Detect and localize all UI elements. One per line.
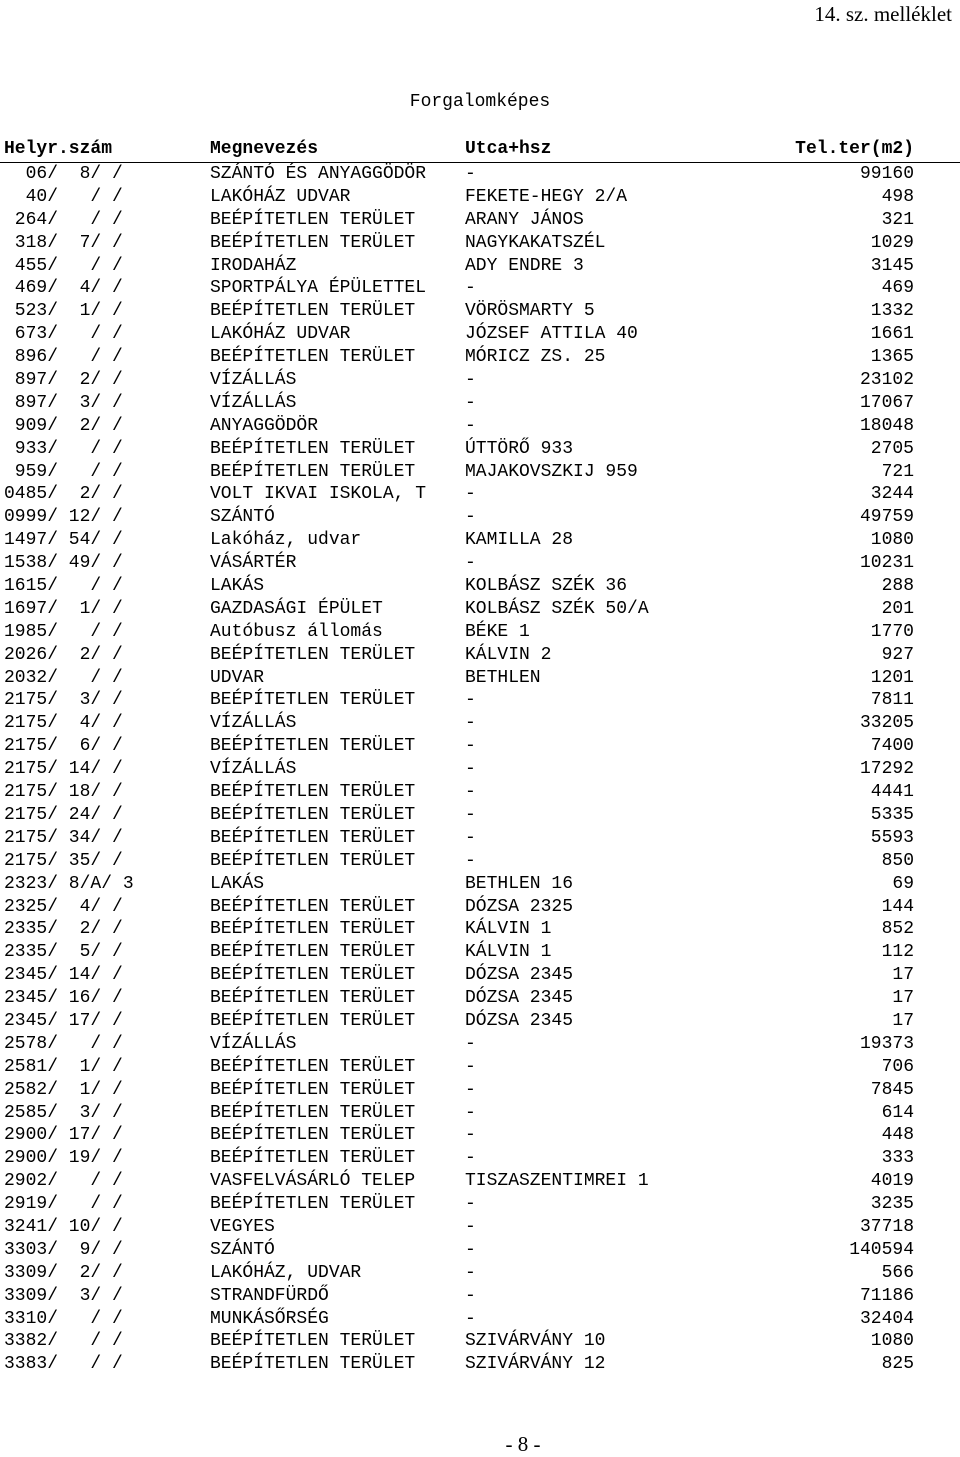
table-row <box>0 1124 960 1147</box>
cell-parcel-number: 2345/ 16/ / <box>4 988 123 1009</box>
cell-name: SZÁNTÓ <box>210 507 275 528</box>
table-row <box>0 987 960 1010</box>
cell-name: Lakóház, udvar <box>210 530 362 551</box>
cell-address: - <box>465 782 476 803</box>
cell-area: 3244 <box>870 484 914 505</box>
cell-name: BEÉPÍTETLEN TERÜLET <box>210 804 416 825</box>
cell-parcel-number: 3309/ 2/ / <box>4 1262 123 1283</box>
cell-parcel-number: 2335/ 5/ / <box>4 942 123 963</box>
cell-name: VÍZÁLLÁS <box>210 392 297 413</box>
cell-area: 1661 <box>870 324 914 345</box>
cell-name: BEÉPÍTETLEN TERÜLET <box>210 209 416 230</box>
cell-area: 140594 <box>849 1239 914 1260</box>
cell-area: 17 <box>892 1010 914 1031</box>
cell-name: LAKÁS <box>210 576 265 597</box>
cell-name: BEÉPÍTETLEN TERÜLET <box>210 1079 416 1100</box>
cell-address: - <box>465 1125 476 1146</box>
cell-address: - <box>465 1148 476 1169</box>
cell-name: BEÉPÍTETLEN TERÜLET <box>210 1056 416 1077</box>
cell-parcel-number: 2026/ 2/ / <box>4 644 123 665</box>
cell-area: 201 <box>881 598 914 619</box>
cell-name: GAZDASÁGI ÉPÜLET <box>210 598 383 619</box>
table-row <box>0 1056 960 1079</box>
cell-parcel-number: 673/ / / <box>4 324 123 345</box>
table-row <box>0 1102 960 1125</box>
cell-address: DÓZSA 2345 <box>465 988 574 1009</box>
cell-name: LAKÓHÁZ, UDVAR <box>210 1262 362 1283</box>
cell-name: BEÉPÍTETLEN TERÜLET <box>210 782 416 803</box>
cell-area: 7811 <box>870 690 914 711</box>
cell-parcel-number: 2345/ 17/ / <box>4 1010 123 1031</box>
cell-address: VÖRÖSMARTY 5 <box>465 301 595 322</box>
cell-parcel-number: 318/ 7/ / <box>4 232 123 253</box>
cell-parcel-number: 2345/ 14/ / <box>4 965 123 986</box>
cell-parcel-number: 2175/ 4/ / <box>4 713 123 734</box>
table-row <box>0 1285 960 1308</box>
cell-parcel-number: 1985/ / / <box>4 621 123 642</box>
cell-address: - <box>465 1239 476 1260</box>
table-row <box>0 781 960 804</box>
table-row <box>0 689 960 712</box>
cell-name: BEÉPÍTETLEN TERÜLET <box>210 1102 416 1123</box>
cell-address: KÁLVIN 1 <box>465 942 552 963</box>
cell-area: 1332 <box>870 301 914 322</box>
cell-name: BEÉPÍTETLEN TERÜLET <box>210 988 416 1009</box>
cell-name: BEÉPÍTETLEN TERÜLET <box>210 438 416 459</box>
cell-area: 7400 <box>870 736 914 757</box>
cell-parcel-number: 909/ 2/ / <box>4 415 123 436</box>
cell-name: VEGYES <box>210 1216 275 1237</box>
cell-address: BETHLEN 16 <box>465 873 574 894</box>
table-row <box>0 1033 960 1056</box>
cell-parcel-number: 2175/ 24/ / <box>4 804 123 825</box>
cell-address: ÚTTÖRŐ 933 <box>465 438 574 459</box>
cell-name: BEÉPÍTETLEN TERÜLET <box>210 1354 416 1375</box>
cell-area: 321 <box>881 209 914 230</box>
cell-name: LAKÓHÁZ UDVAR <box>210 324 351 345</box>
table-row <box>0 827 960 850</box>
cell-name: ANYAGGÖDÖR <box>210 415 319 436</box>
cell-address: KÁLVIN 2 <box>465 644 552 665</box>
cell-parcel-number: 3241/ 10/ / <box>4 1216 123 1237</box>
cell-name: VOLT IKVAI ISKOLA, T <box>210 484 427 505</box>
cell-area: 10231 <box>859 553 914 574</box>
cell-parcel-number: 2175/ 3/ / <box>4 690 123 711</box>
page-number: - 8 - <box>505 1432 541 1456</box>
table-row <box>0 1262 960 1285</box>
cell-parcel-number: 3310/ / / <box>4 1308 123 1329</box>
table-row <box>0 392 960 415</box>
cell-address: - <box>465 164 476 184</box>
cell-parcel-number: 897/ 3/ / <box>4 392 123 413</box>
cell-address: - <box>465 759 476 780</box>
cell-parcel-number: 1697/ 1/ / <box>4 598 123 619</box>
cell-area: 1365 <box>870 347 914 368</box>
cell-name: SZÁNTÓ ÉS ANYAGGÖDÖR <box>210 164 427 184</box>
cell-address: TISZASZENTIMREI 1 <box>465 1171 649 1192</box>
cell-area: 448 <box>881 1125 914 1146</box>
cell-address: - <box>465 278 476 299</box>
cell-parcel-number: 40/ / / <box>4 186 123 207</box>
table-row <box>0 232 960 255</box>
cell-name: BEÉPÍTETLEN TERÜLET <box>210 301 416 322</box>
cell-area: 721 <box>881 461 914 482</box>
cell-name: BEÉPÍTETLEN TERÜLET <box>210 850 416 871</box>
table-row <box>0 438 960 461</box>
cell-name: BEÉPÍTETLEN TERÜLET <box>210 690 416 711</box>
cell-area: 17 <box>892 988 914 1009</box>
cell-parcel-number: 2919/ / / <box>4 1194 123 1215</box>
cell-parcel-number: 2175/ 14/ / <box>4 759 123 780</box>
cell-address: ADY ENDRE 3 <box>465 255 584 276</box>
table-row <box>0 461 960 484</box>
table-row <box>0 506 960 529</box>
column-header-name: Megnevezés <box>210 139 319 159</box>
cell-address: - <box>465 1308 476 1329</box>
cell-address: KOLBÁSZ SZÉK 50/A <box>465 598 649 619</box>
cell-area: 1080 <box>870 530 914 551</box>
cell-name: LAKÓHÁZ UDVAR <box>210 186 351 207</box>
table-row <box>0 941 960 964</box>
cell-address: - <box>465 484 476 505</box>
cell-parcel-number: 897/ 2/ / <box>4 370 123 391</box>
cell-parcel-number: 2032/ / / <box>4 667 123 688</box>
cell-address: - <box>465 1056 476 1077</box>
cell-parcel-number: 2900/ 19/ / <box>4 1148 123 1169</box>
cell-name: IRODAHÁZ <box>210 255 297 276</box>
cell-area: 23102 <box>859 370 914 391</box>
cell-area: 5593 <box>870 827 914 848</box>
cell-parcel-number: 2581/ 1/ / <box>4 1056 123 1077</box>
annex-label: 14. sz. melléklet <box>814 2 952 26</box>
cell-address: SZIVÁRVÁNY 12 <box>465 1354 606 1375</box>
table-row <box>0 735 960 758</box>
cell-parcel-number: 1615/ / / <box>4 576 123 597</box>
cell-address: - <box>465 736 476 757</box>
cell-address: - <box>465 1033 476 1054</box>
cell-area: 1770 <box>870 621 914 642</box>
cell-parcel-number: 2175/ 35/ / <box>4 850 123 871</box>
cell-address: - <box>465 690 476 711</box>
cell-parcel-number: 2585/ 3/ / <box>4 1102 123 1123</box>
cell-address: - <box>465 850 476 871</box>
cell-area: 112 <box>881 942 914 963</box>
cell-address: MÓRICZ ZS. 25 <box>465 347 606 368</box>
cell-area: 850 <box>881 850 914 871</box>
cell-address: - <box>465 1216 476 1237</box>
document-title: Forgalomképes <box>409 92 551 112</box>
cell-address: - <box>465 507 476 528</box>
table-row <box>0 277 960 300</box>
cell-address: SZIVÁRVÁNY 10 <box>465 1331 606 1352</box>
cell-name: VÍZÁLLÁS <box>210 1033 297 1054</box>
cell-address: DÓZSA 2345 <box>465 1010 574 1031</box>
cell-parcel-number: 1538/ 49/ / <box>4 553 123 574</box>
table-row <box>0 552 960 575</box>
cell-parcel-number: 1497/ 54/ / <box>4 530 123 551</box>
table-row <box>0 369 960 392</box>
cell-name: BEÉPÍTETLEN TERÜLET <box>210 1125 416 1146</box>
cell-area: 5335 <box>870 804 914 825</box>
table-row <box>0 1010 960 1033</box>
cell-address: - <box>465 1262 476 1283</box>
cell-parcel-number: 2325/ 4/ / <box>4 896 123 917</box>
cell-address: - <box>465 415 476 436</box>
cell-name: VÍZÁLLÁS <box>210 713 297 734</box>
table-row <box>0 964 960 987</box>
table-row <box>0 712 960 735</box>
table-body <box>0 163 960 1376</box>
cell-address: - <box>465 1079 476 1100</box>
cell-area: 333 <box>881 1148 914 1169</box>
cell-parcel-number: 06/ 8/ / <box>4 164 123 184</box>
cell-parcel-number: 3383/ / / <box>4 1354 123 1375</box>
cell-address: ARANY JÁNOS <box>465 209 584 230</box>
cell-parcel-number: 2900/ 17/ / <box>4 1125 123 1146</box>
table-row <box>0 415 960 438</box>
table-row <box>0 483 960 506</box>
cell-parcel-number: 0485/ 2/ / <box>4 484 123 505</box>
cell-name: VASFELVÁSÁRLÓ TELEP <box>210 1171 416 1192</box>
cell-address: DÓZSA 2345 <box>465 965 574 986</box>
cell-name: BEÉPÍTETLEN TERÜLET <box>210 347 416 368</box>
table-row <box>0 804 960 827</box>
cell-name: BEÉPÍTETLEN TERÜLET <box>210 896 416 917</box>
column-header-parcel-number: Helyr.szám <box>4 139 113 159</box>
cell-area: 7845 <box>870 1079 914 1100</box>
cell-name: BEÉPÍTETLEN TERÜLET <box>210 461 416 482</box>
cell-parcel-number: 2175/ 18/ / <box>4 782 123 803</box>
cell-address: MAJAKOVSZKIJ 959 <box>465 461 638 482</box>
cell-name: VÁSÁRTÉR <box>210 553 297 574</box>
cell-parcel-number: 933/ / / <box>4 438 123 459</box>
cell-parcel-number: 3382/ / / <box>4 1331 123 1352</box>
table-row <box>0 1353 960 1376</box>
table-row <box>0 346 960 369</box>
cell-name: VÍZÁLLÁS <box>210 370 297 391</box>
cell-name: BEÉPÍTETLEN TERÜLET <box>210 1331 416 1352</box>
cell-address: JÓZSEF ATTILA 40 <box>465 324 638 345</box>
table-row <box>0 575 960 598</box>
table-row <box>0 1239 960 1262</box>
table-row <box>0 598 960 621</box>
cell-area: 17292 <box>859 759 914 780</box>
cell-name: BEÉPÍTETLEN TERÜLET <box>210 1148 416 1169</box>
cell-area: 4441 <box>870 782 914 803</box>
cell-area: 32404 <box>859 1308 914 1329</box>
cell-area: 706 <box>881 1056 914 1077</box>
cell-name: BEÉPÍTETLEN TERÜLET <box>210 1194 416 1215</box>
cell-address: BETHLEN <box>465 667 541 688</box>
cell-area: 4019 <box>870 1171 914 1192</box>
table-row <box>0 1170 960 1193</box>
cell-address: DÓZSA 2325 <box>465 896 574 917</box>
cell-area: 69 <box>892 873 914 894</box>
column-header-address: Utca+hsz <box>465 139 552 159</box>
table-row <box>0 255 960 278</box>
cell-name: Autóbusz állomás <box>210 621 383 642</box>
cell-parcel-number: 264/ / / <box>4 209 123 230</box>
cell-parcel-number: 3303/ 9/ / <box>4 1239 123 1260</box>
cell-area: 469 <box>881 278 914 299</box>
cell-area: 1201 <box>870 667 914 688</box>
cell-area: 1029 <box>870 232 914 253</box>
cell-area: 144 <box>881 896 914 917</box>
cell-area: 2705 <box>870 438 914 459</box>
cell-area: 17067 <box>859 392 914 413</box>
cell-area: 566 <box>881 1262 914 1283</box>
table-row <box>0 163 960 186</box>
table-header <box>0 138 960 163</box>
cell-area: 3145 <box>870 255 914 276</box>
cell-name: SZÁNTÓ <box>210 1239 275 1260</box>
cell-area: 49759 <box>859 507 914 528</box>
table-row <box>0 1216 960 1239</box>
table-row <box>0 758 960 781</box>
cell-area: 498 <box>881 186 914 207</box>
table-row <box>0 667 960 690</box>
table-row <box>0 1330 960 1353</box>
cell-parcel-number: 2578/ / / <box>4 1033 123 1054</box>
cell-address: NAGYKAKATSZÉL <box>465 232 606 253</box>
cell-name: BEÉPÍTETLEN TERÜLET <box>210 919 416 940</box>
cell-area: 288 <box>881 576 914 597</box>
cell-area: 19373 <box>859 1033 914 1054</box>
cell-parcel-number: 2902/ / / <box>4 1171 123 1192</box>
cell-parcel-number: 959/ / / <box>4 461 123 482</box>
cell-name: BEÉPÍTETLEN TERÜLET <box>210 965 416 986</box>
cell-parcel-number: 523/ 1/ / <box>4 301 123 322</box>
cell-parcel-number: 3309/ 3/ / <box>4 1285 123 1306</box>
cell-address: KOLBÁSZ SZÉK 36 <box>465 576 628 597</box>
table-row <box>0 209 960 232</box>
cell-address: BÉKE 1 <box>465 621 530 642</box>
table-row <box>0 529 960 552</box>
cell-parcel-number: 2323/ 8/A/ 3 <box>4 873 134 894</box>
cell-area: 99160 <box>859 164 914 184</box>
cell-area: 3235 <box>870 1194 914 1215</box>
cell-address: - <box>465 1102 476 1123</box>
cell-area: 852 <box>881 919 914 940</box>
cell-parcel-number: 2175/ 34/ / <box>4 827 123 848</box>
table-row <box>0 850 960 873</box>
table-row <box>0 918 960 941</box>
cell-name: BEÉPÍTETLEN TERÜLET <box>210 232 416 253</box>
table-row <box>0 644 960 667</box>
cell-area: 18048 <box>859 415 914 436</box>
table-row <box>0 1079 960 1102</box>
cell-address: - <box>465 392 476 413</box>
cell-address: - <box>465 553 476 574</box>
cell-address: - <box>465 370 476 391</box>
table-row <box>0 896 960 919</box>
cell-address: FEKETE-HEGY 2/A <box>465 186 628 207</box>
cell-name: BEÉPÍTETLEN TERÜLET <box>210 827 416 848</box>
column-header-area: Tel.ter(m2) <box>795 139 914 159</box>
cell-parcel-number: 896/ / / <box>4 347 123 368</box>
cell-name: LAKÁS <box>210 873 265 894</box>
table-row <box>0 300 960 323</box>
table-row <box>0 323 960 346</box>
cell-address: KÁLVIN 1 <box>465 919 552 940</box>
table-row <box>0 1193 960 1216</box>
cell-name: VÍZÁLLÁS <box>210 759 297 780</box>
cell-parcel-number: 469/ 4/ / <box>4 278 123 299</box>
cell-name: SPORTPÁLYA ÉPÜLETTEL <box>210 278 427 299</box>
cell-name: BEÉPÍTETLEN TERÜLET <box>210 736 416 757</box>
table-row <box>0 1147 960 1170</box>
cell-area: 927 <box>881 644 914 665</box>
cell-name: BEÉPÍTETLEN TERÜLET <box>210 1010 416 1031</box>
cell-name: STRANDFÜRDŐ <box>210 1285 329 1306</box>
cell-address: - <box>465 804 476 825</box>
cell-area: 1080 <box>870 1331 914 1352</box>
cell-area: 614 <box>881 1102 914 1123</box>
table-row <box>0 873 960 896</box>
cell-parcel-number: 455/ / / <box>4 255 123 276</box>
cell-name: BEÉPÍTETLEN TERÜLET <box>210 942 416 963</box>
cell-parcel-number: 2335/ 2/ / <box>4 919 123 940</box>
cell-area: 825 <box>881 1354 914 1375</box>
cell-address: - <box>465 827 476 848</box>
cell-name: UDVAR <box>210 667 265 688</box>
cell-address: - <box>465 713 476 734</box>
cell-parcel-number: 2582/ 1/ / <box>4 1079 123 1100</box>
table-row <box>0 1308 960 1331</box>
table-row <box>0 621 960 644</box>
cell-address: - <box>465 1194 476 1215</box>
cell-address: KAMILLA 28 <box>465 530 574 551</box>
cell-parcel-number: 0999/ 12/ / <box>4 507 123 528</box>
table-row <box>0 186 960 209</box>
cell-name: MUNKÁSŐRSÉG <box>210 1308 329 1329</box>
cell-address: - <box>465 1285 476 1306</box>
cell-area: 71186 <box>859 1285 914 1306</box>
cell-parcel-number: 2175/ 6/ / <box>4 736 123 757</box>
cell-area: 37718 <box>859 1216 914 1237</box>
cell-name: BEÉPÍTETLEN TERÜLET <box>210 644 416 665</box>
cell-area: 33205 <box>859 713 914 734</box>
cell-area: 17 <box>892 965 914 986</box>
